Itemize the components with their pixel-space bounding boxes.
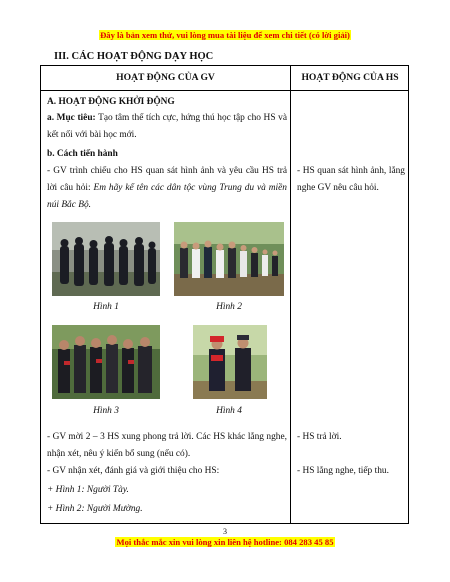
hotline-banner-text: Mọi thắc mắc xin vui lòng xin liên hệ hotline: 084 283 45 85: [116, 537, 334, 547]
gv-step2: - GV mời 2 – 3 HS xung phong trả lời. Các HS khác lắng nghe, nhận xét, nêu ý kiến bổ sung (nếu có).: [47, 432, 287, 459]
caption-hinh-3: Hình 3: [93, 406, 119, 416]
hs-step2: - HS trả lời.: [297, 432, 342, 442]
caption-hinh-2: Hình 2: [216, 302, 242, 312]
photo-hinh-3-image: [52, 325, 160, 399]
muc-tieu: [47, 110, 287, 144]
photo-hinh-3: [52, 325, 160, 399]
gv-item-2: + Hình 2: Người Mường.: [47, 504, 143, 514]
muc-tieu-label: a. Mục tiêu:: [47, 113, 96, 123]
photo-hinh-2: [174, 222, 284, 296]
caption-hinh-1: Hình 1: [93, 302, 119, 312]
cach-tien-hanh: b. Cách tiến hành: [47, 149, 118, 159]
preview-banner: [0, 30, 450, 40]
hs-step3: - HS lắng nghe, tiếp thu.: [297, 466, 389, 476]
gv-step1-question: Em hãy kể tên các dân tộc vùng Trung du và miền núi Bắc Bộ.: [47, 183, 287, 210]
column-divider: [290, 66, 291, 523]
gv-step1-text: - GV trình chiếu cho HS quan sát hình ảnh và yêu cầu HS trả lời câu hỏi:: [47, 166, 287, 193]
heading-a: A. HOẠT ĐỘNG KHỞI ĐỘNG: [47, 97, 175, 107]
gv-item-1: + Hình 1: Người Tày.: [47, 485, 129, 495]
section-title: III. CÁC HOẠT ĐỘNG DẠY HỌC: [54, 51, 214, 62]
header-gv: HOẠT ĐỘNG CỦA GV: [116, 72, 215, 83]
header-hs: HOẠT ĐỘNG CỦA HS: [301, 72, 399, 83]
photo-hinh-1-image: [52, 222, 160, 296]
photo-hinh-4: [193, 325, 267, 399]
gv-step3: - GV nhận xét, đánh giá và giới thiệu cho HS:: [47, 466, 220, 476]
photo-hinh-1: [52, 222, 160, 296]
photo-hinh-4-image: [193, 325, 267, 399]
activity-table: [40, 65, 409, 524]
hotline-banner: [0, 537, 450, 547]
gv-step1: [47, 163, 287, 214]
page-number: 3: [223, 527, 227, 536]
caption-hinh-4: Hình 4: [216, 406, 242, 416]
photo-hinh-2-image: [174, 222, 284, 296]
hs-step1: - HS quan sát hình ảnh, lắng nghe GV nêu câu hỏi.: [297, 166, 405, 193]
header-divider: [41, 90, 408, 91]
muc-tieu-text: Tạo tâm thế tích cực, hứng thú học tập cho HS và kết nối với bài học mới.: [47, 113, 287, 140]
preview-banner-text: Đây là bản xem thử, vui lòng mua tài liệu để xem chi tiết (có lời giải): [100, 30, 350, 40]
